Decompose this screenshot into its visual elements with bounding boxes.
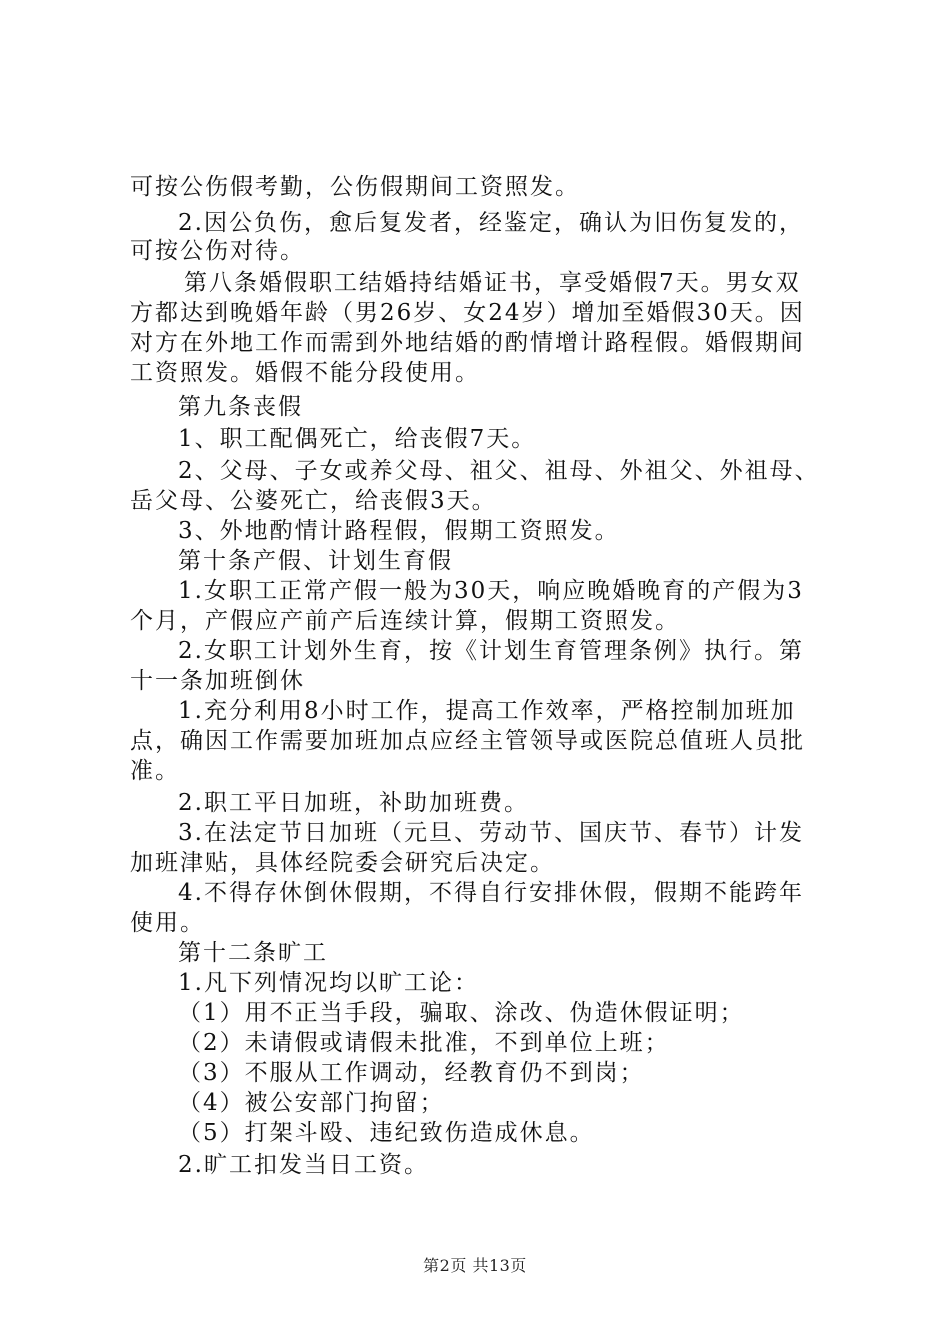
section-heading: 第十二条旷工 xyxy=(178,940,328,966)
text-line: 1.女职工正常产假一般为30天，响应晚婚晚育的产假为3 xyxy=(178,578,804,604)
list-item: （5）打架斗殴、违纪致伤造成休息。 xyxy=(178,1120,595,1146)
text-line: 3.在法定节日加班（元旦、劳动节、国庆节、春节）计发 xyxy=(178,820,804,846)
text-line: 方都达到晚婚年龄（男26岁、女24岁）增加至婚假30天。因 xyxy=(130,300,805,326)
page-footer: 第2页 共13页 xyxy=(423,1256,527,1275)
text-line: 点，确因工作需要加班加点应经主管领导或医院总值班人员批 xyxy=(130,728,805,754)
section-heading: 第九条丧假 xyxy=(178,394,303,420)
text-line: 1.凡下列情况均以旷工论： xyxy=(178,970,479,996)
text-line: 4.不得存休倒休假期，不得自行安排休假，假期不能跨年 xyxy=(178,880,804,906)
text-line: 3、外地酌情计路程假，假期工资照发。 xyxy=(178,518,620,544)
text-line: 使用。 xyxy=(130,910,205,936)
section-heading: 第十条产假、计划生育假 xyxy=(178,548,453,574)
list-item: （4）被公安部门拘留； xyxy=(178,1090,445,1116)
text-line: 第八条婚假职工结婚持结婚证书，享受婚假7天。男女双 xyxy=(184,270,801,296)
text-line: 2.因公负伤，愈后复发者，经鉴定，确认为旧伤复发的， xyxy=(178,210,804,236)
text-line: 岳父母、公婆死亡，给丧假3天。 xyxy=(130,488,497,514)
text-line: 2.女职工计划外生育，按《计划生育管理条例》执行。第 xyxy=(178,638,804,664)
text-line: 2.职工平日加班，补助加班费。 xyxy=(178,790,529,816)
text-line: 对方在外地工作而需到外地结婚的酌情增计路程假。婚假期间 xyxy=(130,330,805,356)
section-heading: 十一条加班倒休 xyxy=(130,668,305,694)
list-item: （2）未请假或请假未批准，不到单位上班； xyxy=(178,1030,670,1056)
text-line: 2、父母、子女或养父母、祖父、祖母、外祖父、外祖母、 xyxy=(178,458,820,484)
text-line: 可按公伤对待。 xyxy=(130,238,305,264)
list-item: （3）不服从工作调动，经教育仍不到岗； xyxy=(178,1060,645,1086)
text-line: 1、职工配偶死亡，给丧假7天。 xyxy=(178,426,537,452)
text-line: 准。 xyxy=(130,758,180,784)
text-line: 可按公伤假考勤，公伤假期间工资照发。 xyxy=(130,174,580,200)
text-line: 1.充分利用8小时工作，提高工作效率，严格控制加班加 xyxy=(178,698,796,724)
text-line: 工资照发。婚假不能分段使用。 xyxy=(130,360,480,386)
text-line: 个月，产假应产前产后连续计算，假期工资照发。 xyxy=(130,608,680,634)
list-item: （1）用不正当手段，骗取、涂改、伪造休假证明； xyxy=(178,1000,745,1026)
text-line: 2.旷工扣发当日工资。 xyxy=(178,1152,429,1178)
text-line: 加班津贴，具体经院委会研究后决定。 xyxy=(130,850,555,876)
